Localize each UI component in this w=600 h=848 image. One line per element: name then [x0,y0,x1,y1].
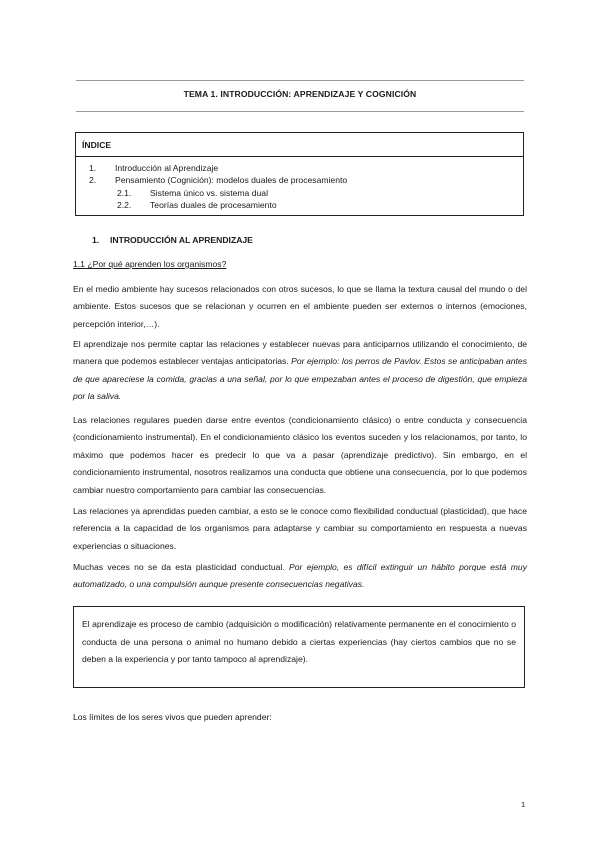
page-number: 1 [521,800,526,809]
paragraph-2 [73,336,527,406]
paragraph-5-text: Muchas veces no se da esta plasticidad conductual. [73,562,290,572]
limits-line: Los límites de los seres vivos que pueden aprender: [73,712,272,722]
subsection-heading: 1.1 ¿Por qué aprenden los organismos? [73,259,227,269]
index-box [75,132,524,216]
paragraph-3: Las relaciones regulares pueden darse entre eventos (condicionamiento clásico) o entre conducta y consecuencia (condicionamiento instrumental). En el condicionamiento clásico los eventos suceden y los relacionamos, por tanto, lo máximo que podemos hacer es predecir lo que va a pasar (aprendizaje predictivo). Sin embargo, en el condicionamiento instrumental, nosotros realizamos una conducta que obtiene una consecuencia, por lo que podemos cambiar nuestro comportamiento para cambiar las consecuencias. [73,415,527,495]
paragraph-5-example: Por ejemplo, es difícil extinguir un hábito porque está muy automatizado, o una compulsión aunque presente consecuencias negativas. [73,562,527,590]
section-number: 1. [92,235,100,245]
header-bottom-rule [76,111,524,112]
index-item-text: Teorías duales de procesamiento [150,200,277,211]
index-item-text: Introducción al Aprendizaje [115,163,219,173]
index-list [76,157,523,212]
index-item-number: 2.1. [117,187,132,198]
index-item-number: 1. [89,163,97,173]
paragraph-2-example: Por ejemplo: los perros de Pavlov. Estos se anticipaban antes de que apareciese la comida, gracias a una señal, por lo que empezaban antes el proceso de digestión, que empieza por la saliva. [73,356,528,402]
document-title: TEMA 1. INTRODUCCIÓN: APRENDIZAJE Y COGNICIÓN [183,89,417,99]
index-item-text: Sistema único vs. sistema dual [150,187,268,198]
index-item [76,162,523,174]
index-item [76,199,523,211]
paragraph-4: Las relaciones ya aprendidas pueden cambiar, a esto se le conoce como flexibilidad conductual (plasticidad), que hace referencia a la capacidad de los organismos para adaptarse y cambiar su comportamiento en respuesta a nuevas experiencias o situaciones. [73,506,527,551]
definition-box: El aprendizaje es proceso de cambio (adquisición o modificación) relativamente permanente en el conocimiento o conducta de una persona o animal no humano debido a ciertas experiencias (hay ciertos cambios que no se deben a la experiencia y por tanto tampoco al aprendizaje). [73,606,525,688]
header-top-rule [76,80,524,81]
section-title: INTRODUCCIÓN AL APRENDIZAJE [110,235,253,245]
index-item-number: 2. [89,175,97,186]
paragraph-5 [73,559,527,594]
index-item [76,174,523,186]
index-heading: ÍNDICE [76,133,523,157]
index-item-text: Pensamiento (Cognición): modelos duales de procesamiento [115,175,348,186]
index-item [76,187,523,199]
paragraph-2-text: El aprendizaje nos permite captar las relaciones y establecer nuevas para anticiparnos utilizando el conocimiento, de manera que podemos establecer ventajas anticipatorias. [73,339,527,367]
paragraph-1: En el medio ambiente hay sucesos relacionados con otros sucesos, lo que se llama la textura causal del mundo o del ambiente. Estos sucesos que se relacionan y ocurren en el ambiente pueden ser externos o internos (emociones, percepción interior,…). [73,284,527,329]
index-item-number: 2.2. [117,200,132,211]
